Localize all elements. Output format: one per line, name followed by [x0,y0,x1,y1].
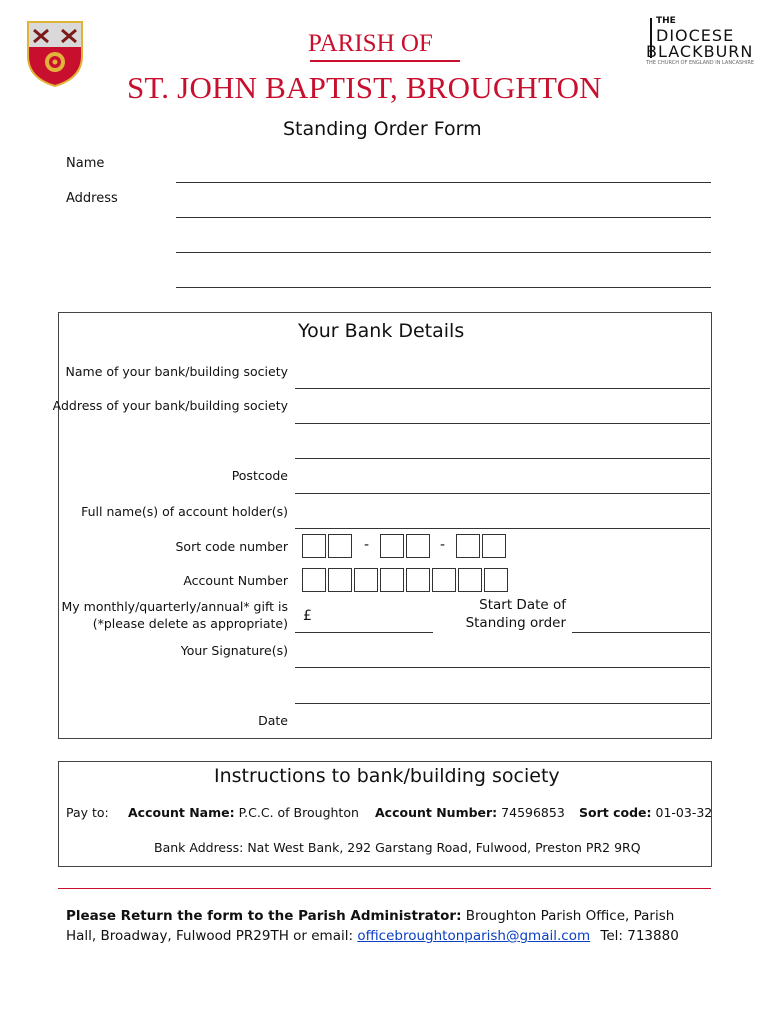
diocese-word: DIOCESE [656,26,735,45]
sort-code-separator: - [440,537,446,553]
account-name-label: Account Name: [128,805,235,820]
diocese-logo [640,16,755,70]
start-date-label-line1: Start Date of [479,597,566,613]
heading-underline [310,60,460,62]
bank-details-title: Your Bank Details [298,320,465,342]
account-number-digit[interactable] [354,568,378,592]
start-date-field[interactable] [572,632,710,633]
return-instructions-bold: Please Return the form to the Parish Administrator: [66,908,462,924]
account-name [128,805,359,820]
account-number-label: Account Number: [375,805,498,820]
signature-label: Your Signature(s) [180,643,288,658]
footer-divider [58,888,711,889]
account-number-digit[interactable] [458,568,482,592]
sort-code-label: Sort code number [175,539,288,554]
sort-code-digit[interactable] [406,534,430,558]
account-number-digit[interactable] [328,568,352,592]
diocese-tagline: THE CHURCH OF ENGLAND IN LANCASHIRE [646,60,755,66]
date-label: Date [258,713,288,728]
instructions-title: Instructions to bank/building society [214,765,560,787]
parish-crest [26,20,84,88]
bank-address-field-line-2[interactable] [295,458,710,459]
sort-code-value: 01-03-32 [655,805,713,820]
bank-name-field[interactable] [295,388,710,389]
gift-label-line1: My monthly/quarterly/annual* gift is [61,599,288,614]
postcode-field[interactable] [295,493,710,494]
sort-code-digit[interactable] [302,534,326,558]
account-number-digit[interactable] [380,568,404,592]
account-holder-field[interactable] [295,528,710,529]
sort-code-digit[interactable] [380,534,404,558]
address-field-line-1[interactable] [176,217,711,218]
bank-address: Bank Address: Nat West Bank, 292 Garstang Road, Fulwood, Preston PR2 9RQ [154,840,641,855]
name-label: Name [66,156,105,171]
form-title: Standing Order Form [283,118,482,140]
bank-address-field-line-1[interactable] [295,423,710,424]
gift-amount-field[interactable] [295,632,433,633]
currency-symbol: £ [303,608,312,624]
signature-field-line-2[interactable] [295,703,710,704]
account-holder-label: Full name(s) of account holder(s) [81,504,288,519]
start-date-label-line2: Standing order [465,615,566,631]
signature-field-line-1[interactable] [295,667,710,668]
account-number [375,805,565,820]
postcode-label: Postcode [231,468,288,483]
sort-code [579,805,712,820]
bank-address-label: Address of your bank/building society [52,398,288,413]
account-number-boxes [302,568,512,594]
sort-code-separator: - [364,537,370,553]
sort-code-digit[interactable] [456,534,480,558]
sort-code-digit[interactable] [482,534,506,558]
account-number-value: 74596853 [501,805,565,820]
sort-code-instr-label: Sort code: [579,805,652,820]
sort-code-boxes [302,534,512,560]
sort-code-digit[interactable] [328,534,352,558]
address-field-line-3[interactable] [176,287,711,288]
church-name-heading: ST. JOHN BAPTIST, BROUGHTON [127,70,602,105]
address-field-line-2[interactable] [176,252,711,253]
diocese-the: THE [656,16,676,26]
account-number-digit[interactable] [484,568,508,592]
diocese-name: BLACKBURN [646,42,754,61]
pay-to-label: Pay to: [66,805,109,820]
return-instructions [66,906,706,946]
account-name-value: P.C.C. of Broughton [238,805,359,820]
address-label: Address [66,191,118,206]
name-field[interactable] [176,182,711,183]
gift-label-line2: (*please delete as appropriate) [92,616,288,631]
account-number-digit[interactable] [432,568,456,592]
return-address: Broughton Parish Office, Parish Hall, Broadway, Fulwood PR29TH or email: [66,908,675,944]
account-number-digit[interactable] [302,568,326,592]
bank-name-label: Name of your bank/building society [65,364,288,379]
email-link[interactable]: officebroughtonparish@gmail.com [357,928,591,944]
account-number-label: Account Number [183,573,288,588]
parish-of-heading: PARISH OF [308,30,433,57]
account-number-digit[interactable] [406,568,430,592]
telephone: Tel: 713880 [600,928,679,944]
